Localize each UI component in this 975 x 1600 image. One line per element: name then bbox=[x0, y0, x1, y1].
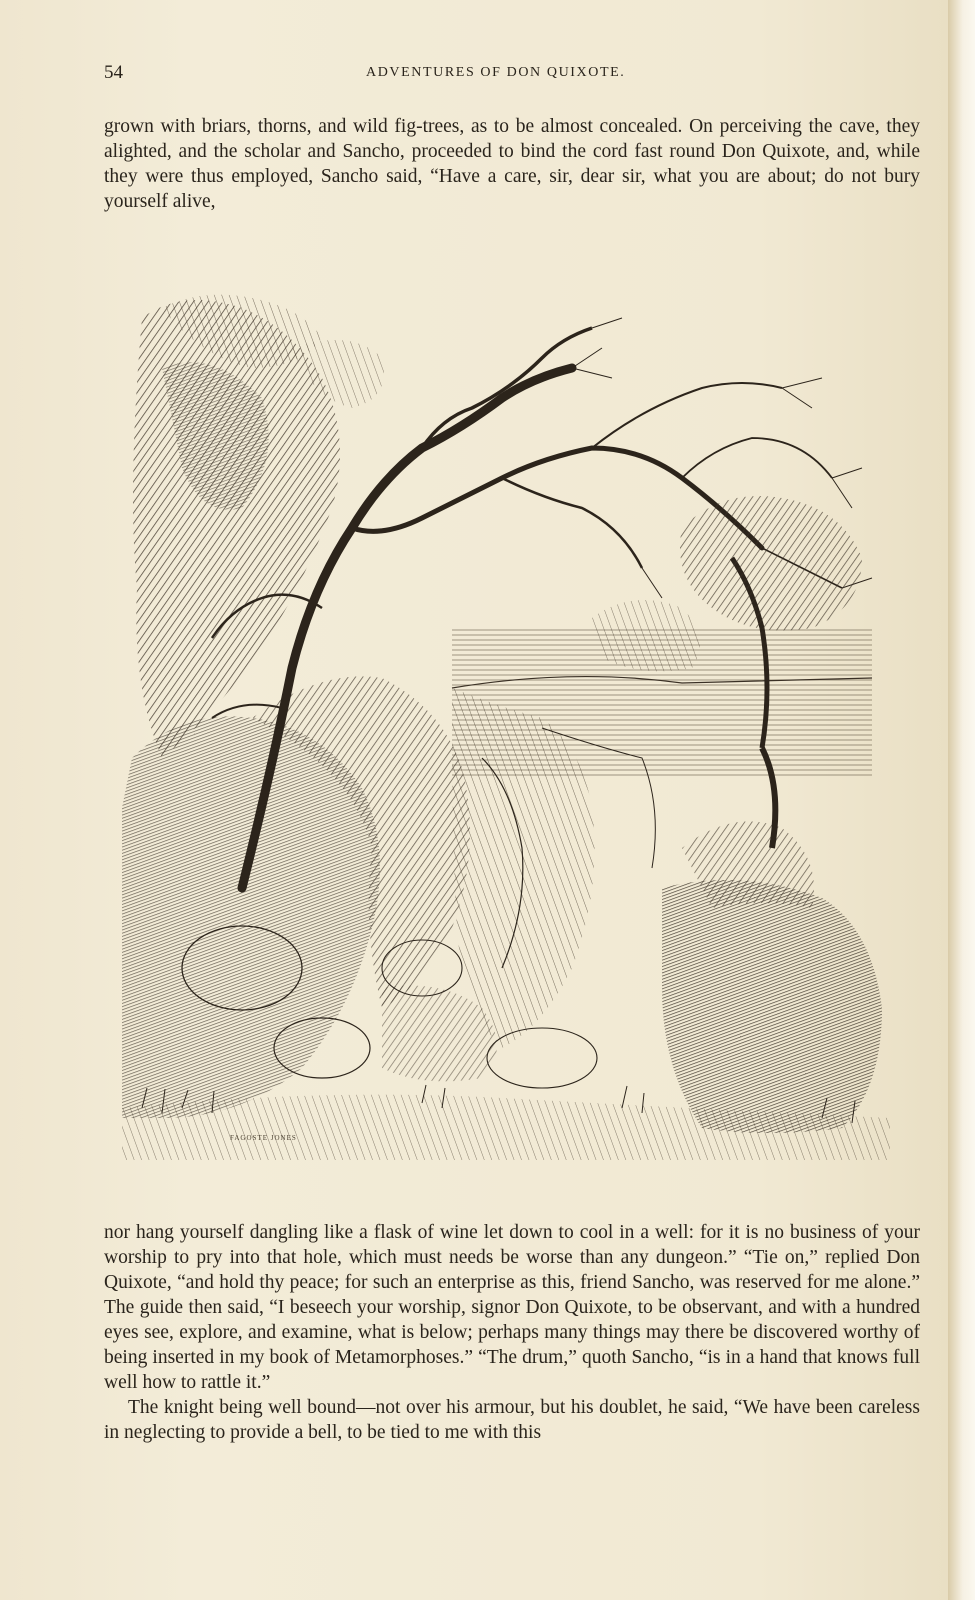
text-block-top bbox=[104, 114, 920, 214]
engraving-drawing bbox=[122, 288, 890, 1160]
paragraph: grown with briars, thorns, and wild fig-trees, as to be almost concealed. On perceiving the cave, they alighted, and the scholar and Sancho, proceeded to bind the cord fast round Don Quixote, and, while they were thus employed, Sancho said, “Have a care, sir, dear sir, what you are about; do not bury yourself alive, bbox=[104, 116, 920, 212]
page-number: 54 bbox=[104, 62, 123, 83]
page-header bbox=[104, 62, 918, 86]
paragraph: The knight being well bound—not over his armour, but his doublet, he said, “We have been careless in neglecting to provide a bell, to be tied to me with this bbox=[104, 1397, 920, 1443]
engraver-signature: FAGOSTE JONES bbox=[230, 1134, 297, 1142]
paragraph: nor hang yourself dangling like a flask of wine let down to cool in a well: for it is no business of your worship to pry into that hole, which must needs be worse than any dungeon.” “Tie on,” replied Don Quixote, “and hold thy peace; for such an enterprise as this, friend Sancho, was reserved for me alone.” The guide then said, “I beseech your worship, signor Don Quixote, to be observant, and with a hundred eyes see, explore, and examine, what is below; perhaps many things may there be discovered worthy of being inserted in my book of Metamorphoses.” “The drum,” quoth Sancho, “is in a hand that knows full well how to rattle it.” bbox=[104, 1222, 920, 1393]
engraving-illustration bbox=[122, 288, 890, 1160]
running-title: ADVENTURES OF DON QUIXOTE. bbox=[366, 65, 626, 80]
text-block-bottom bbox=[104, 1220, 920, 1445]
page-edge bbox=[948, 0, 975, 1600]
